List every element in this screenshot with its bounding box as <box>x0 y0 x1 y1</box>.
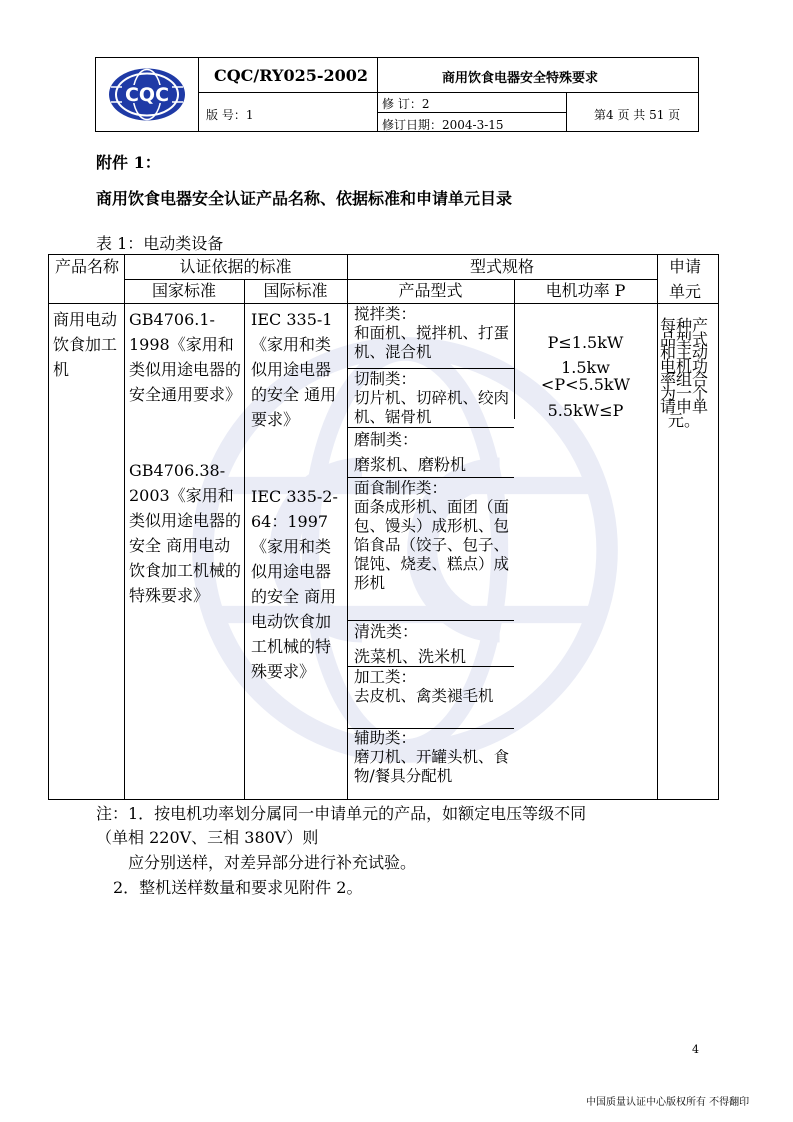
product-name-cell: 商用电动饮食加工机 <box>53 310 118 379</box>
header-national: 国家标准 <box>151 281 216 300</box>
type-items: 磨刀机、开罐头机、食物/餐具分配机 <box>354 748 510 785</box>
type-items: 面条成形机、面团（面包、馒头）成形机、包馅食品（饺子、包子、馄饨、烧麦、糕点）成形机 <box>354 498 510 592</box>
type-group-processing <box>354 668 510 706</box>
revision-number: 修 订：2 <box>382 97 430 111</box>
product-table <box>48 254 719 800</box>
section-title: 商用饮食电器安全认证产品名称、依据标准和申请单元目录 <box>96 189 513 208</box>
international-standard-1: IEC 335-1《家用和类似用途电器的安全 通用要求》 <box>251 310 337 429</box>
svg-text:CQC: CQC <box>124 84 170 106</box>
type-category: 辅助类： <box>354 729 417 747</box>
type-group-washing <box>354 619 510 669</box>
type-category: 加工类： <box>354 668 417 686</box>
national-standard-2: GB4706.38-2003《家用和类似用途电器的安全 商用电动饮食加工机械的特殊要求》 <box>129 461 242 605</box>
note-1-line-2: （单相 220V、三相 380V）则 <box>96 828 319 847</box>
page-number: 4 <box>692 1043 699 1056</box>
type-group-grinding <box>354 427 510 477</box>
version-number: 版 号：1 <box>206 108 254 122</box>
note-2: 2．整机送样数量和要求见附件 2。 <box>113 878 363 897</box>
type-group-cutting <box>354 370 510 427</box>
type-items: 磨浆机、磨粉机 <box>354 455 467 474</box>
type-items: 去皮机、禽类褪毛机 <box>354 687 494 705</box>
header-product-name: 产品名称 <box>54 257 119 276</box>
revision-date: 修订日期：2004-3-15 <box>382 118 504 132</box>
header-product-type: 产品型式 <box>398 281 463 300</box>
attachment-label: 附件 1： <box>96 153 161 172</box>
type-category: 切制类： <box>354 370 417 388</box>
type-category: 清洗类： <box>354 622 419 641</box>
header-international: 国际标准 <box>263 281 328 300</box>
header-motor-power: 电机功率 P <box>545 281 626 300</box>
national-standard-1: GB4706.1-1998《家用和类似用途电器的安全通用要求》 <box>129 310 242 404</box>
document-title: 商用饮食电器安全特殊要求 <box>442 71 599 86</box>
international-standard-2: IEC 335-2-64：1997《家用和类似用途电器的安全 商用电动饮食加工机械的特殊要求》 <box>251 487 338 681</box>
unit-description: 每种产品型式和主动电机功率组合为一个请申单元。 <box>660 316 709 430</box>
power-range-mid-a: 1.5kw <box>561 358 610 377</box>
document-code: CQC/RY025-2002 <box>214 66 369 85</box>
type-items: 切片机、切碎机、绞肉机、锯骨机 <box>354 389 510 426</box>
cqc-logo <box>107 67 187 122</box>
type-group-mixing <box>354 305 510 362</box>
document-header <box>95 57 699 132</box>
page-of-total: 第4 页 共 51 页 <box>594 108 681 122</box>
type-category: 磨制类： <box>354 430 419 449</box>
type-items: 洗菜机、洗米机 <box>354 647 467 666</box>
power-range-mid-b: <P<5.5kW <box>540 375 631 394</box>
header-unit: 申请单元 <box>668 257 701 301</box>
table-caption: 表 1：电动类设备 <box>96 234 224 253</box>
note-1-line-3: 应分别送样，对差异部分进行补充试验。 <box>128 853 417 872</box>
type-category: 搅拌类： <box>354 305 417 323</box>
type-items: 和面机、搅拌机、打蛋机、混合机 <box>354 324 510 361</box>
note-1-line-1: 注：1．按电机功率划分属同一申请单元的产品，如额定电压等级不同 <box>96 804 587 823</box>
power-range-high: 5.5kW≤P <box>547 401 624 420</box>
type-group-pasta <box>354 479 510 593</box>
header-spec: 型式规格 <box>469 257 534 276</box>
type-group-auxiliary <box>354 729 510 786</box>
type-category: 面食制作类： <box>354 479 448 497</box>
copyright-footer: 中国质量认证中心版权所有 不得翻印 <box>586 1097 750 1108</box>
header-standards: 认证依据的标准 <box>179 257 292 276</box>
power-range-low: P≤1.5kW <box>547 333 624 352</box>
